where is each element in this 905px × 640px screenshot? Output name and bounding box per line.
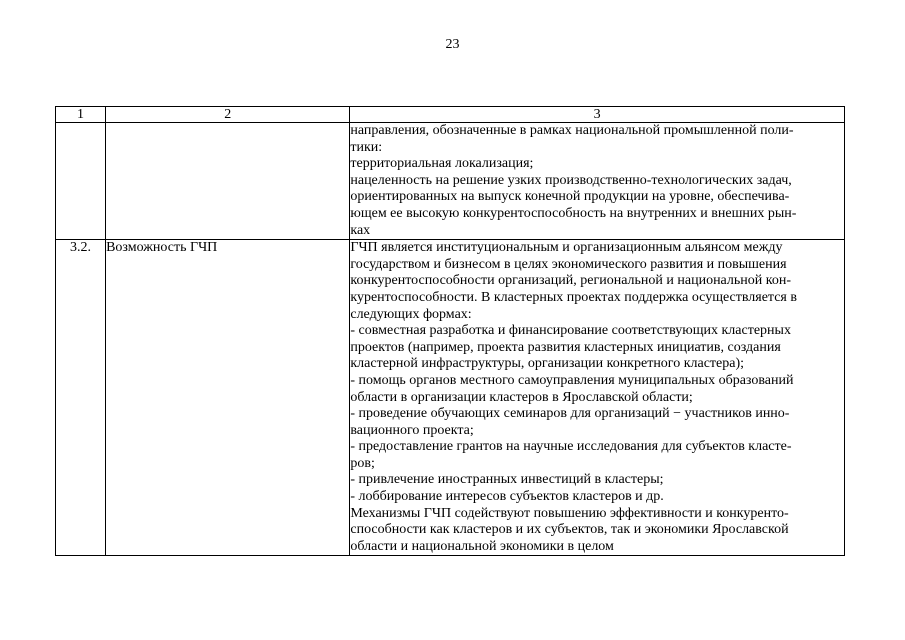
text-line: ках	[350, 222, 371, 238]
text-line: курентоспособности. В кластерных проектах поддержка осуществляется в	[350, 289, 797, 305]
text-line: ющем ее высокую конкурентоспособность на внутренних и внешних рын-	[350, 205, 797, 221]
text-line: тики:	[350, 139, 383, 155]
row-number-cell	[56, 123, 106, 240]
text-line: ров;	[350, 455, 375, 471]
table-header-row	[56, 107, 845, 123]
row-label-cell	[106, 123, 350, 240]
text-line: следующих формах:	[350, 306, 472, 322]
text-line: нацеленность на решение узких производственно-технологических задач,	[350, 172, 792, 188]
text-line: проектов (например, проекта развития кластерных инициатив, создания	[350, 339, 781, 355]
column-number-1: 1	[56, 107, 106, 123]
text-line: - помощь органов местного самоуправления муниципальных образований	[350, 372, 794, 388]
text-line: области в организации кластеров в Ярославской области;	[350, 389, 693, 405]
row-number-cell: 3.2.	[56, 240, 106, 556]
text-line: области и национальной экономики в целом	[350, 538, 614, 554]
text-line: вационного проекта;	[350, 422, 474, 438]
text-line: направления, обозначенные в рамках национальной промышленной поли-	[350, 123, 794, 138]
text-line: Механизмы ГЧП содействуют повышению эффективности и конкуренто-	[350, 505, 789, 521]
row-text-cell	[350, 240, 845, 556]
text-line: - привлечение иностранных инвестиций в кластеры;	[350, 472, 664, 488]
text-line: конкурентоспособности организаций, региональной и национальной кон-	[350, 273, 791, 289]
row-text-cell	[350, 123, 845, 240]
column-number-2: 2	[106, 107, 350, 123]
table-row	[56, 240, 845, 556]
text-line: - проведение обучающих семинаров для организаций − участников инно-	[350, 406, 790, 422]
text-line: государством и бизнесом в целях экономического развития и повышения	[350, 256, 787, 272]
text-line: кластерной инфраструктуры, организации конкретного кластера);	[350, 356, 745, 372]
text-line: - совместная разработка и финансирование соответствующих кластерных	[350, 323, 791, 339]
text-line: ориентированных на выпуск конечной продукции на уровне, обеспечива-	[350, 189, 790, 205]
page-number: 23	[445, 37, 460, 52]
text-line: - лоббирование интересов субъектов кластеров и др.	[350, 489, 664, 505]
text-line: территориальная локализация;	[350, 156, 534, 172]
text-line: способности как кластеров и их субъектов, так и экономики Ярославской	[350, 522, 789, 538]
text-line: ГЧП является институциональным и организационным альянсом между	[350, 240, 783, 256]
document-table	[55, 106, 845, 556]
column-number-3: 3	[350, 107, 845, 123]
row-label-cell: Возможность ГЧП	[106, 240, 350, 556]
table-row	[56, 123, 845, 240]
text-line: - предоставление грантов на научные исследования для субъектов класте-	[350, 439, 792, 455]
